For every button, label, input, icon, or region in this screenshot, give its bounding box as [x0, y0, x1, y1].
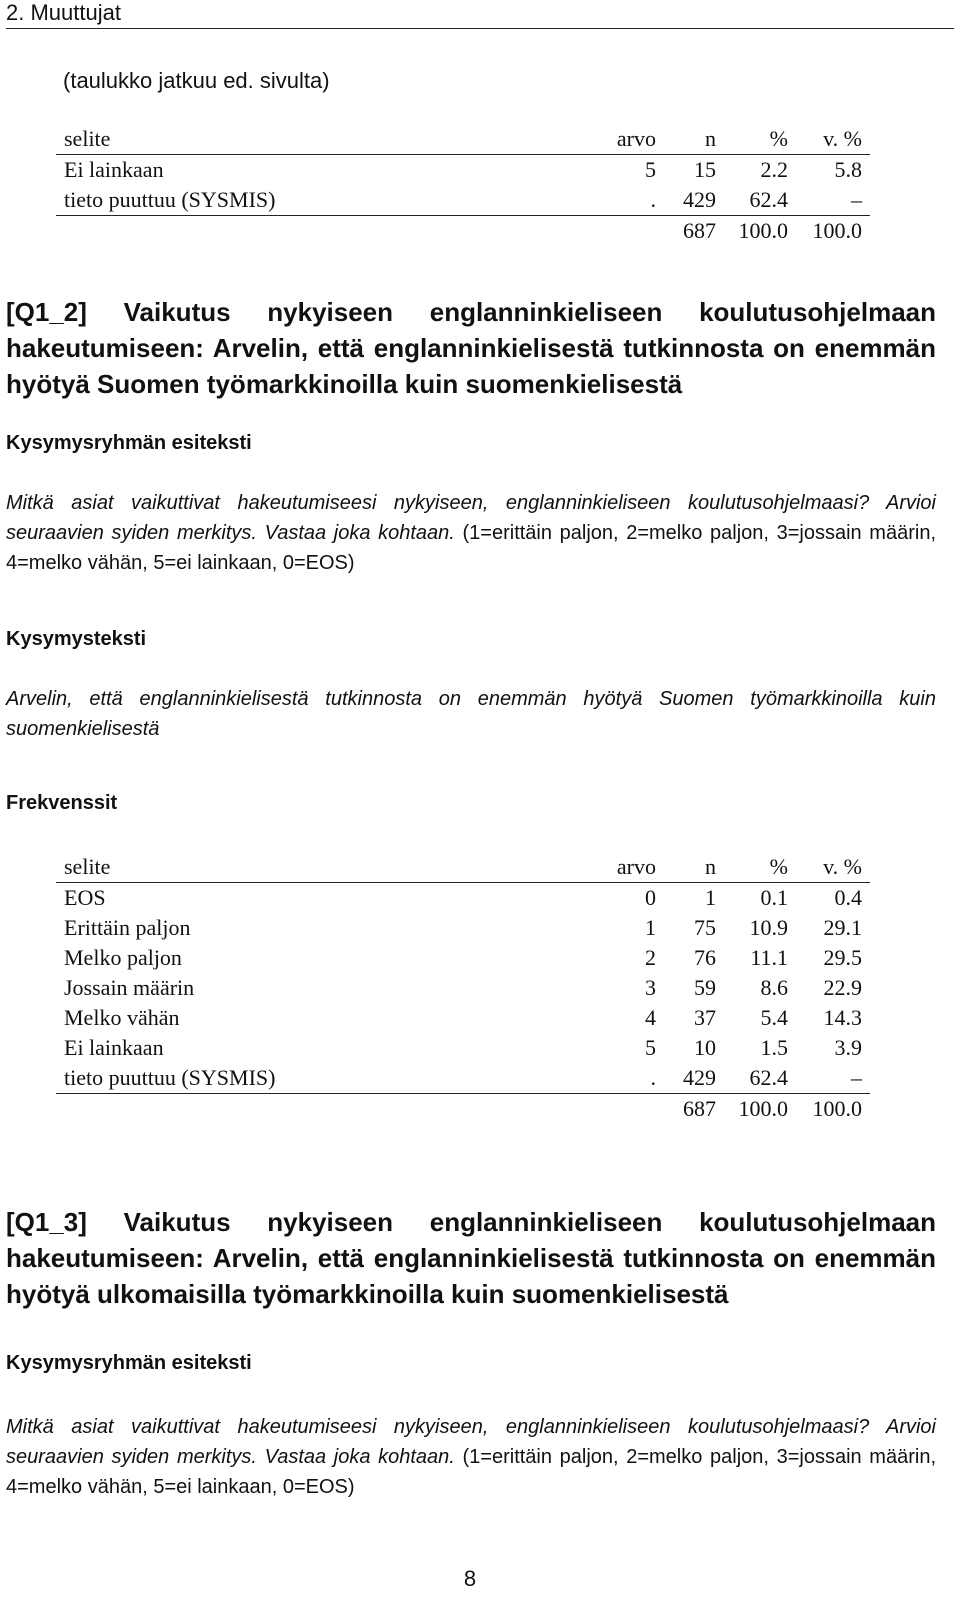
- table-header-row: [56, 852, 870, 883]
- col-header-label: selite: [56, 124, 386, 155]
- header-rule: [6, 28, 954, 29]
- row-vpct: 22.9: [823, 975, 862, 1000]
- row-pct: 0.1: [760, 885, 788, 910]
- col-header-vpct: v. %: [788, 124, 870, 155]
- row-value: 5: [645, 157, 656, 182]
- row-vpct: 29.5: [823, 945, 862, 970]
- row-label: Ei lainkaan: [64, 157, 164, 182]
- group-text-q1-2: [6, 488, 936, 578]
- row-label: Erittäin paljon: [64, 915, 191, 940]
- row-pct: 10.9: [749, 915, 788, 940]
- row-value: 4: [645, 1005, 656, 1030]
- table-row: [56, 1033, 870, 1063]
- row-label: EOS: [64, 885, 106, 910]
- row-n: 1: [705, 885, 716, 910]
- table-row: [56, 1063, 870, 1094]
- row-value: 0: [645, 885, 656, 910]
- row-value: .: [386, 1063, 656, 1094]
- frequency-table-continued: [56, 124, 870, 246]
- row-label: Jossain määrin: [64, 975, 195, 1000]
- row-pct: 5.4: [760, 1005, 788, 1030]
- col-header-value: arvo: [386, 852, 656, 883]
- row-n: 37: [694, 1005, 716, 1030]
- col-header-n: n: [656, 852, 716, 883]
- row-vpct: –: [788, 1063, 870, 1094]
- row-n: 75: [694, 915, 716, 940]
- question-title-q1-2: [Q1_2] Vaikutus nykyiseen englanninkieliseen koulutusohjelmaan hakeutumiseen: Arvelin, että englanninkielisestä tutkinnosta on enemmän hyötyä Suomen työmarkkinoilla kuin suomenkielisestä: [6, 297, 936, 399]
- row-label: tieto puuttuu (SYSMIS): [56, 1063, 386, 1094]
- group-text-q1-3: [6, 1412, 936, 1502]
- total-pct: 100.0: [738, 218, 788, 243]
- total-pct: 100.0: [738, 1096, 788, 1121]
- row-value: 2: [645, 945, 656, 970]
- group-text-scale: (1=erittäin paljon, 2=melko paljon, 3=jossain määrin, 4=melko vähän, 5=ei lainkaan, 0=EOS): [6, 1446, 937, 1498]
- row-n: 76: [694, 945, 716, 970]
- row-label: Ei lainkaan: [64, 1035, 164, 1060]
- row-n: 10: [694, 1035, 716, 1060]
- row-vpct: –: [788, 185, 870, 216]
- frequency-table-q1-2: [56, 852, 870, 1124]
- total-n: 687: [683, 1096, 716, 1121]
- row-vpct: 0.4: [834, 885, 862, 910]
- group-text-italic: Mitkä asiat vaikuttivat hakeutumiseesi nykyiseen, englanninkieliseen koulutusohjelmaasi? Arvioi seuraavien syiden merkitys. Vastaa joka kohtaan.: [6, 492, 936, 544]
- row-label: tieto puuttuu (SYSMIS): [56, 185, 386, 216]
- col-header-pct: %: [716, 124, 788, 155]
- table-row: [56, 913, 870, 943]
- row-vpct: 14.3: [823, 1005, 862, 1030]
- table-row: [56, 1003, 870, 1033]
- table-total-row: [56, 1094, 870, 1125]
- total-n: 687: [683, 218, 716, 243]
- col-header-pct: %: [716, 852, 788, 883]
- row-pct: 62.4: [716, 1063, 788, 1094]
- row-vpct: 3.9: [834, 1035, 862, 1060]
- group-heading-q1-2: Kysymysryhmän esiteksti: [6, 432, 252, 454]
- row-vpct: 5.8: [834, 157, 862, 182]
- total-vpct: 100.0: [812, 1096, 862, 1121]
- running-head: 2. Muuttujat: [6, 0, 121, 25]
- group-text-scale: (1=erittäin paljon, 2=melko paljon, 3=jossain määrin, 4=melko vähän, 5=ei lainkaan, 0=EOS): [6, 522, 937, 574]
- row-pct: 2.2: [760, 157, 788, 182]
- group-heading-q1-3: Kysymysryhmän esiteksti: [6, 1352, 252, 1374]
- continuation-note: (taulukko jatkuu ed. sivulta): [63, 68, 330, 93]
- group-text-italic: Mitkä asiat vaikuttivat hakeutumiseesi nykyiseen, englanninkieliseen koulutusohjelmaasi? Arvioi seuraavien syiden merkitys. Vastaa joka kohtaan.: [6, 1416, 936, 1468]
- table-row: [56, 973, 870, 1003]
- row-label: Melko vähän: [64, 1005, 180, 1030]
- col-header-value: arvo: [386, 124, 656, 155]
- row-n: 429: [656, 1063, 716, 1094]
- table-row: [56, 943, 870, 973]
- frequency-heading-q1-2: Frekvenssit: [6, 792, 118, 814]
- row-value: 5: [645, 1035, 656, 1060]
- row-n: 15: [694, 157, 716, 182]
- table-row: [56, 883, 870, 914]
- row-n: 59: [694, 975, 716, 1000]
- row-vpct: 29.1: [823, 915, 862, 940]
- table-header-row: [56, 124, 870, 155]
- col-header-n: n: [656, 124, 716, 155]
- total-vpct: 100.0: [812, 218, 862, 243]
- row-value: 3: [645, 975, 656, 1000]
- question-text-q1-2: Arvelin, että englanninkielisestä tutkinnosta on enemmän hyötyä Suomen työmarkkinoilla kuin suomenkielisestä: [6, 688, 936, 740]
- row-n: 429: [656, 185, 716, 216]
- table-total-row: [56, 216, 870, 247]
- col-header-label: selite: [56, 852, 386, 883]
- table-row: [56, 155, 870, 186]
- page-number: 8: [463, 1566, 477, 1591]
- row-pct: 11.1: [750, 945, 788, 970]
- row-pct: 8.6: [760, 975, 788, 1000]
- col-header-vpct: v. %: [788, 852, 870, 883]
- row-pct: 62.4: [716, 185, 788, 216]
- row-pct: 1.5: [760, 1035, 788, 1060]
- row-value: .: [386, 185, 656, 216]
- row-label: Melko paljon: [64, 945, 182, 970]
- table-row: [56, 185, 870, 216]
- question-heading-q1-2: Kysymysteksti: [6, 628, 147, 650]
- row-value: 1: [645, 915, 656, 940]
- question-title-q1-3: [Q1_3] Vaikutus nykyiseen englanninkieliseen koulutusohjelmaan hakeutumiseen: Arvelin, että englanninkielisestä tutkinnosta on enemmän hyötyä ulkomaisilla työmarkkinoilla kuin suomenkielisestä: [6, 1207, 936, 1309]
